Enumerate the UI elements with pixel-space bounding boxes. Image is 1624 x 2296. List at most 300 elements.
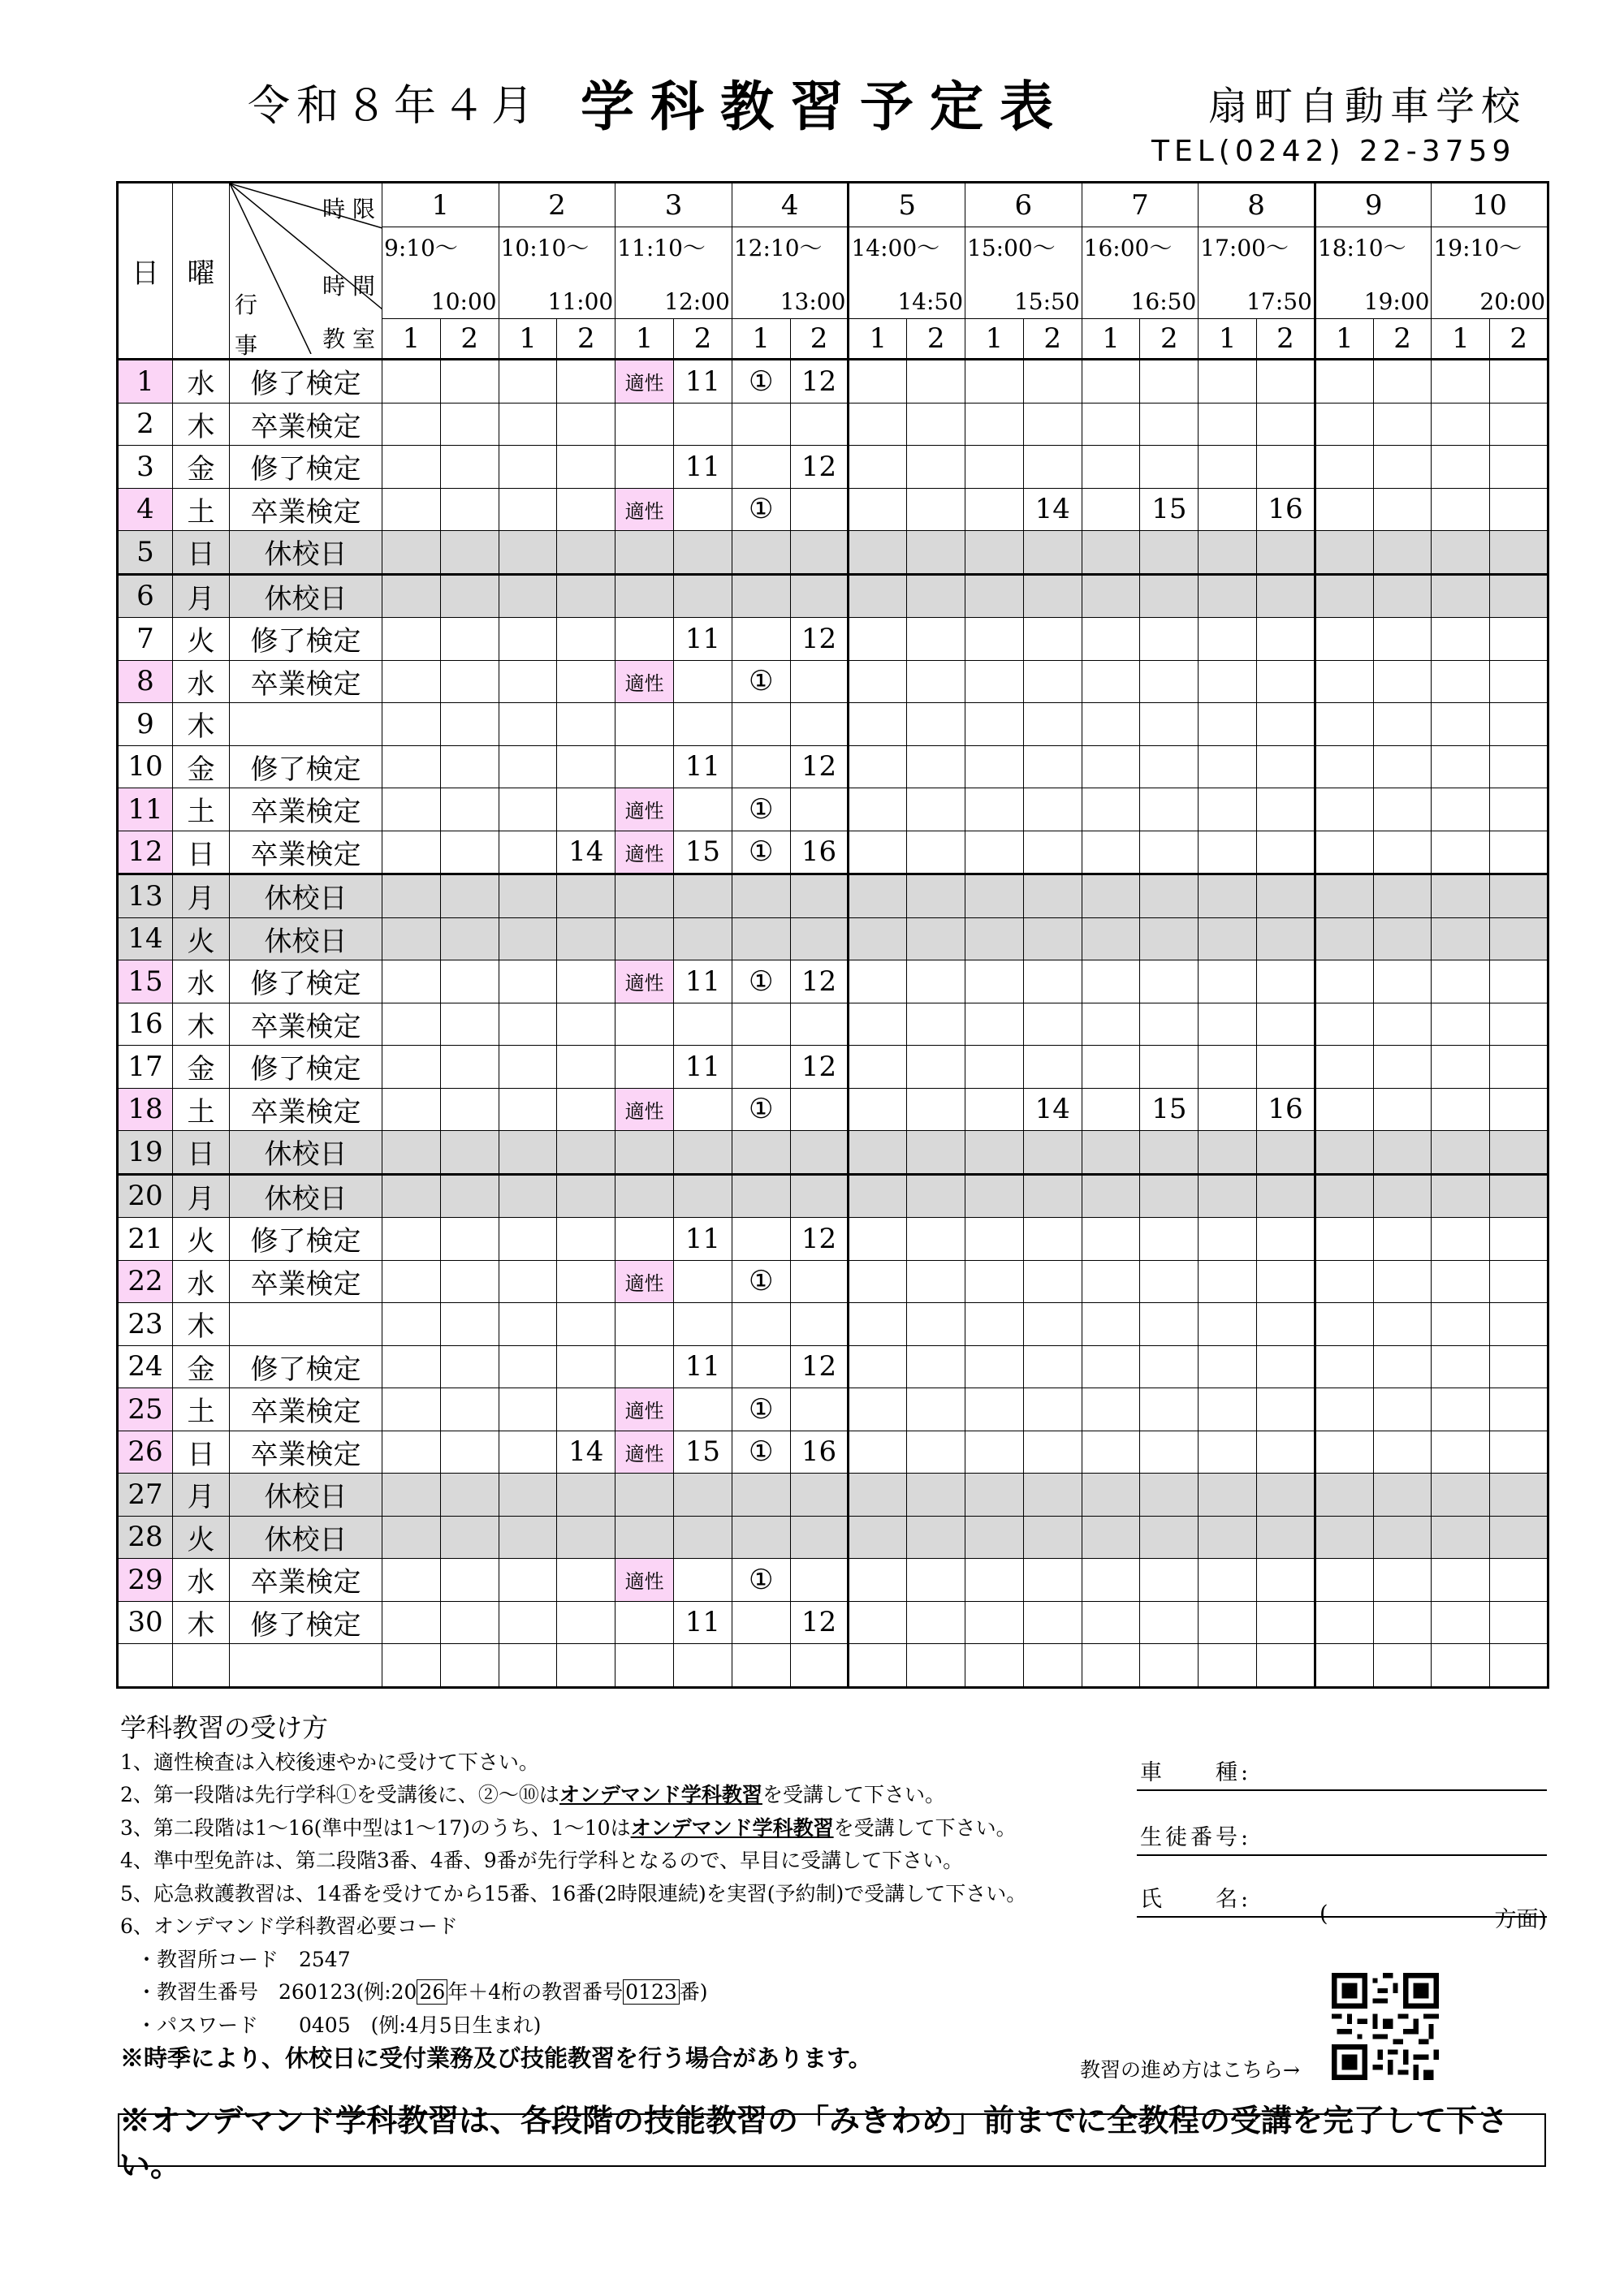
weekday: 金 [173,1345,230,1388]
lesson-cell [1257,703,1315,746]
lesson-cell [557,917,615,960]
lesson-cell [1023,788,1082,831]
lesson-cell [1023,703,1082,746]
day-number: 17 [118,1046,173,1089]
day-row [118,1046,1548,1089]
lesson-cell [965,1474,1024,1517]
weekday: 金 [173,446,230,489]
lesson-cell [1432,1003,1490,1046]
lesson-cell [557,703,615,746]
event: 休校日 [230,1174,382,1218]
vehicle-field[interactable]: 車 種: [1137,1754,1547,1791]
lesson-cell [557,1644,615,1688]
lesson-cell [1140,1218,1199,1261]
lesson-cell [1023,1559,1082,1602]
period-time [615,227,732,319]
event: 卒業検定 [230,1388,382,1431]
lesson-cell [382,1388,441,1431]
lesson-cell [965,1218,1024,1261]
lesson-cell [1140,874,1199,918]
lesson-cell [907,618,965,661]
lesson-cell [674,1516,732,1559]
lesson-cell [1023,1388,1082,1431]
page-title: 学科教習予定表 [581,76,1069,138]
lesson-cell [849,1131,907,1175]
lesson-cell [1257,1345,1315,1388]
period-end: 11:00 [547,288,614,315]
lesson-cell [1315,1644,1373,1688]
aptitude-test-cell: 適性 [615,360,674,404]
room-number: 1 [382,319,441,360]
lesson-cell [499,531,557,575]
lesson-cell [499,831,557,874]
lesson-cell [1082,1431,1140,1474]
lesson-cell [1315,831,1373,874]
day-number: 11 [118,788,173,831]
lesson-cell [1023,1644,1082,1688]
lesson-cell: 11 [674,1046,732,1089]
lesson-cell [849,874,907,918]
day-row [118,1131,1548,1175]
event: 卒業検定 [230,1431,382,1474]
lesson-cell [382,660,441,703]
lesson-cell [1082,1088,1140,1131]
lesson-cell: 16 [1257,488,1315,531]
lesson-cell [440,917,499,960]
lesson-cell [440,1174,499,1218]
lesson-cell [1023,960,1082,1003]
lesson-cell [790,574,849,618]
lesson-cell [382,788,441,831]
aptitude-test-cell: 適性 [615,660,674,703]
lesson-cell [790,403,849,446]
lesson-cell [1315,917,1373,960]
lesson-cell [732,745,790,788]
lesson-cell [382,403,441,446]
lesson-cell [499,1431,557,1474]
lesson-cell [440,788,499,831]
lesson-cell [1082,446,1140,489]
note-1: 1、適性検査は入校後速やかに受けて下さい。 [120,1750,539,1774]
lesson-cell [1023,1131,1082,1175]
lesson-cell [1373,703,1432,746]
time-label: 時 間 [322,273,375,300]
lesson-cell [1373,618,1432,661]
lesson-cell [557,660,615,703]
lesson-cell [1257,1559,1315,1602]
lesson-cell [849,1559,907,1602]
day-number: 14 [118,917,173,960]
lesson-cell [1257,1218,1315,1261]
day-row [118,574,1548,618]
lesson-cell [965,660,1024,703]
lesson-cell [440,745,499,788]
lesson-cell [615,531,674,575]
day-number: 21 [118,1218,173,1261]
lesson-cell [849,1388,907,1431]
lesson-cell [1257,1431,1315,1474]
code-student: ・教習生番号 260123(例:20 26 年＋4桁の教習番号 0123 番) [136,1980,708,2004]
day-number: 18 [118,1088,173,1131]
lesson-cell [1373,745,1432,788]
lesson-cell [965,618,1024,661]
event [230,1644,382,1688]
qr-code[interactable] [1332,1973,1439,2080]
lesson-cell [790,703,849,746]
lesson-cell [1432,574,1490,618]
lesson-cell [1023,1218,1082,1261]
weekday: 土 [173,788,230,831]
lesson-cell [1315,446,1373,489]
lesson-cell [674,1303,732,1346]
day-row [118,1088,1548,1131]
lesson-cell [674,1388,732,1431]
lesson-cell [1140,831,1199,874]
lesson-cell [1432,1474,1490,1517]
lesson-cell [1432,531,1490,575]
lesson-cell [1373,1345,1432,1388]
lesson-cell [1257,1644,1315,1688]
lesson-cell [732,917,790,960]
day-number: 1 [118,360,173,404]
lesson-cell [557,618,615,661]
lesson-cell [440,1260,499,1303]
lesson-cell [674,1003,732,1046]
lesson-cell [732,574,790,618]
lesson-cell [965,1303,1024,1346]
header-date: 令和８年４月 [248,82,541,131]
lesson-cell [732,1601,790,1644]
lesson-cell [1490,1218,1548,1261]
lesson-cell [790,1003,849,1046]
day-row [118,1516,1548,1559]
lesson-cell [849,574,907,618]
lesson-cell [440,1088,499,1131]
lesson-cell [1490,446,1548,489]
lesson-cell [499,960,557,1003]
lesson-cell [1140,1174,1199,1218]
lesson-cell: 12 [790,1601,849,1644]
lesson-cell [732,1303,790,1346]
lesson-cell [674,1559,732,1602]
period-start: 9:10〜 [384,235,458,261]
lesson-cell [440,960,499,1003]
lesson-cell [790,660,849,703]
lesson-cell [1315,1601,1373,1644]
lesson-cell [907,1131,965,1175]
lesson-cell [1082,531,1140,575]
lesson-cell: ① [732,488,790,531]
lesson-cell [1490,874,1548,918]
lesson-cell [1199,1516,1257,1559]
day-row [118,831,1548,874]
lesson-cell: 11 [674,360,732,404]
period-number: 9 [1315,183,1432,227]
lesson-cell [382,1431,441,1474]
lesson-cell [1315,403,1373,446]
lesson-cell [1023,1516,1082,1559]
day-number [118,1644,173,1688]
lesson-cell: 16 [790,831,849,874]
period-time [1432,227,1548,319]
period-end: 16:50 [1130,288,1197,315]
lesson-cell [1432,403,1490,446]
lesson-cell [1257,745,1315,788]
name-field[interactable]: 氏 名: [1137,1880,1547,1918]
lesson-cell [849,1088,907,1131]
lesson-cell [382,1644,441,1688]
lesson-cell [732,403,790,446]
lesson-cell [907,788,965,831]
note-3: 3、第二段階は1〜16(準中型は1〜17)のうち、1〜10はオンデマンド学科教習を受講して下さい。 [120,1815,1017,1840]
lesson-cell [1023,403,1082,446]
lesson-cell [557,531,615,575]
lesson-cell [1140,1046,1199,1089]
lesson-cell [907,1431,965,1474]
lesson-cell [907,1174,965,1218]
lesson-cell [440,360,499,404]
lesson-cell [1199,1644,1257,1688]
period-number: 4 [732,183,849,227]
lesson-cell [615,1046,674,1089]
room-number: 2 [907,319,965,360]
lesson-cell [1199,1218,1257,1261]
period-start: 19:10〜 [1433,235,1522,261]
period-end: 12:00 [664,288,730,315]
lesson-cell [1490,1388,1548,1431]
lesson-cell [1490,1644,1548,1688]
lesson-cell [1082,1174,1140,1218]
event: 修了検定 [230,446,382,489]
day-row [118,660,1548,703]
lesson-cell [1082,1003,1140,1046]
lesson-cell [499,1003,557,1046]
lesson-cell [1490,1474,1548,1517]
lesson-cell [1490,1260,1548,1303]
lesson-cell [615,1474,674,1517]
lesson-cell [674,531,732,575]
lesson-cell [499,574,557,618]
room-number: 1 [1315,319,1373,360]
lesson-cell [965,1345,1024,1388]
lesson-cell [674,788,732,831]
period-number: 8 [1199,183,1315,227]
lesson-cell [1199,1388,1257,1431]
lesson-cell [1082,660,1140,703]
period-number: 3 [615,183,732,227]
lesson-cell [440,1559,499,1602]
period-time [1199,227,1315,319]
weekday: 木 [173,703,230,746]
lesson-cell [1082,1218,1140,1261]
lesson-cell [1082,1131,1140,1175]
lesson-cell [907,1003,965,1046]
aptitude-test-cell: 適性 [615,1088,674,1131]
lesson-cell [1257,574,1315,618]
period-number: 10 [1432,183,1548,227]
lesson-cell [790,531,849,575]
lesson-cell [732,446,790,489]
weekday: 火 [173,1218,230,1261]
lesson-cell [1199,1260,1257,1303]
lesson-cell [440,1601,499,1644]
lesson-cell [1490,360,1548,404]
lesson-cell [674,574,732,618]
lesson-cell [440,574,499,618]
lesson-cell: 12 [790,745,849,788]
event: 卒業検定 [230,1088,382,1131]
lesson-cell: 14 [1023,1088,1082,1131]
event: 修了検定 [230,1601,382,1644]
day-number: 15 [118,960,173,1003]
event: 卒業検定 [230,1260,382,1303]
lesson-cell [615,1218,674,1261]
lesson-cell [499,1218,557,1261]
lesson-cell [382,874,441,918]
period-start: 12:10〜 [733,235,823,261]
lesson-cell [557,574,615,618]
lesson-cell [1257,1260,1315,1303]
lesson-cell: ① [732,1559,790,1602]
day-row [118,1003,1548,1046]
lesson-cell [1315,488,1373,531]
period-end: 10:00 [430,288,497,315]
lesson-cell [907,1303,965,1346]
lesson-cell [557,360,615,404]
lesson-cell [1490,1559,1548,1602]
lesson-cell [965,788,1024,831]
lesson-cell [1082,1559,1140,1602]
lesson-cell [1432,874,1490,918]
lesson-cell [382,703,441,746]
lesson-cell [1023,1260,1082,1303]
lesson-cell [1432,745,1490,788]
lesson-cell: 11 [674,446,732,489]
lesson-cell [1315,1218,1373,1261]
day-row [118,1644,1548,1688]
lesson-cell: 15 [674,1431,732,1474]
lesson-cell [615,1174,674,1218]
period-time [1315,227,1432,319]
lesson-cell [1432,1431,1490,1474]
lesson-cell [1373,1131,1432,1175]
lesson-cell [674,1260,732,1303]
day-number: 16 [118,1003,173,1046]
student-number-field[interactable]: 生徒番号: [1137,1819,1547,1856]
lesson-cell [499,360,557,404]
lesson-cell [907,360,965,404]
lesson-cell [849,1431,907,1474]
day-number: 27 [118,1474,173,1517]
lesson-cell [849,788,907,831]
lesson-cell [557,1260,615,1303]
lesson-cell [382,1601,441,1644]
lesson-cell [1199,660,1257,703]
lesson-cell [1490,403,1548,446]
lesson-cell [907,531,965,575]
lesson-cell [732,1474,790,1517]
lesson-cell [849,403,907,446]
lesson-cell [1023,1003,1082,1046]
lesson-cell [1490,660,1548,703]
lesson-cell [557,1046,615,1089]
lesson-cell [732,1644,790,1688]
lesson-cell [1373,1003,1432,1046]
code-facility: ・教習所コード 2547 [136,1947,351,1971]
lesson-cell [1257,1303,1315,1346]
day-number: 7 [118,618,173,661]
lesson-cell [440,1431,499,1474]
period-time [1082,227,1199,319]
lesson-cell [849,1345,907,1388]
period-end: 19:00 [1363,288,1430,315]
lesson-cell [557,1174,615,1218]
room-number: 2 [1257,319,1315,360]
lesson-cell [1490,788,1548,831]
lesson-cell [1199,1303,1257,1346]
day-row [118,788,1548,831]
lesson-cell: 12 [790,446,849,489]
event: 休校日 [230,1131,382,1175]
lesson-cell [499,403,557,446]
lesson-cell [1315,1003,1373,1046]
lesson-cell [849,1601,907,1644]
day-row [118,618,1548,661]
lesson-cell [965,874,1024,918]
lesson-cell [1199,1474,1257,1517]
weekday: 日 [173,1431,230,1474]
lesson-cell [1432,1644,1490,1688]
room-number: 1 [499,319,557,360]
lesson-cell [732,1516,790,1559]
lesson-cell [557,1474,615,1517]
lesson-cell [1432,1131,1490,1175]
lesson-cell [1023,360,1082,404]
room-number: 1 [1199,319,1257,360]
lesson-cell [1140,1388,1199,1431]
event [230,703,382,746]
period-end: 20:00 [1479,288,1546,315]
lesson-cell [1373,531,1432,575]
lesson-cell [965,1431,1024,1474]
room-number: 1 [1432,319,1490,360]
aptitude-test-cell: 適性 [615,1260,674,1303]
lesson-cell [1432,960,1490,1003]
lesson-cell: ① [732,960,790,1003]
day-number: 9 [118,703,173,746]
lesson-cell: 16 [1257,1088,1315,1131]
event: 休校日 [230,531,382,575]
lesson-cell [790,1303,849,1346]
lesson-cell [1023,1474,1082,1517]
event: 卒業検定 [230,488,382,531]
lesson-cell [1315,1474,1373,1517]
lesson-cell [1315,1559,1373,1602]
lesson-cell [907,831,965,874]
lesson-cell [849,745,907,788]
lesson-cell [1140,360,1199,404]
lesson-cell [382,917,441,960]
room-number: 1 [732,319,790,360]
school-name: 扇町自動車学校 [1208,84,1527,129]
lesson-cell [382,618,441,661]
weekday: 火 [173,618,230,661]
lesson-cell [1257,788,1315,831]
period-time [382,227,499,319]
lesson-cell [907,1260,965,1303]
aptitude-test-cell: 適性 [615,788,674,831]
lesson-cell [1257,960,1315,1003]
